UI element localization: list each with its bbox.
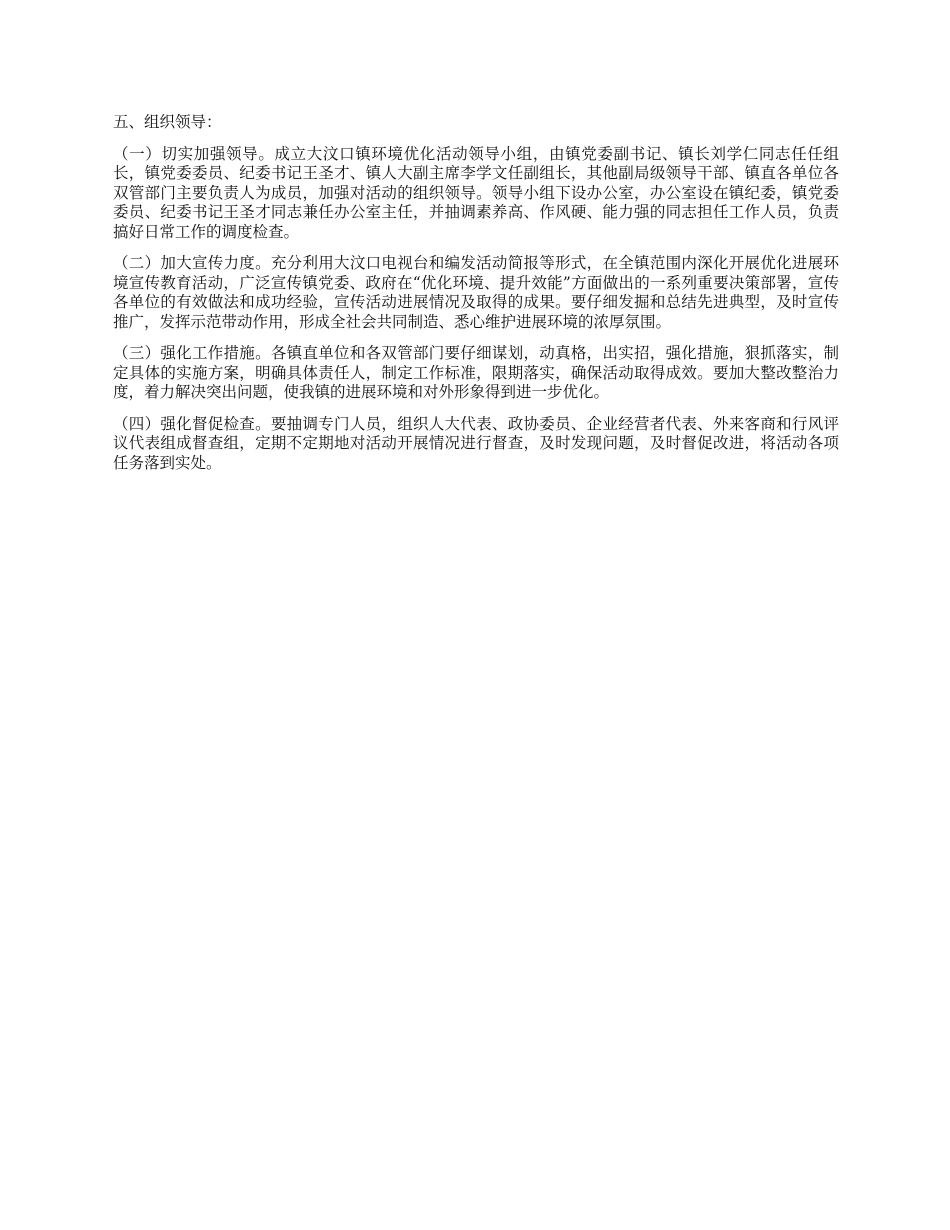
document-body — [113, 113, 839, 485]
paragraph-leadership: （一）切实加强领导。成立大汶口镇环境优化活动领导小组，由镇党委副书记、镇长刘学仁同志任任组长，镇党委委员、纪委书记王圣才、镇人大副主席李学文任副组长，其他副局级领导干部、镇直各单位各双管部门主要负责人为成员，加强对活动的组织领导。领导小组下设办公室，办公室设在镇纪委，镇党委委员、纪委书记王圣才同志兼任办公室主任，并抽调素养高、作风硬、能力强的同志担任工作人员，负责搞好日常工作的调度检查。 — [113, 144, 839, 241]
paragraph-publicity: （二）加大宣传力度。充分利用大汶口电视台和编发活动简报等形式，在全镇范围内深化开展优化进展环境宣传教育活动，广泛宣传镇党委、政府在“优化环境、提升效能”方面做出的一系列重要决策部署，宣传各单位的有效做法和成功经验，宣传活动进展情况及取得的成果。要仔细发掘和总结先进典型，及时宣传推广，发挥示范带动作用，形成全社会共同制造、悉心维护进展环境的浓厚氛围。 — [113, 254, 839, 331]
paragraph-supervision: （四）强化督促检查。要抽调专门人员，组织人大代表、政协委员、企业经营者代表、外来客商和行风评议代表组成督查组，定期不定期地对活动开展情况进行督查，及时发现问题，及时督促改进，将活动各项任务落到实处。 — [113, 414, 839, 472]
paragraph-measures: （三）强化工作措施。各镇直单位和各双管部门要仔细谋划，动真格，出实招，强化措施，狠抓落实，制定具体的实施方案，明确具体责任人，制定工作标准，限期落实，确保活动取得成效。要加大整改整治力度，着力解决突出问题，使我镇的进展环境和对外形象得到进一步优化。 — [113, 344, 839, 401]
section-heading: 五、组织领导： — [113, 113, 222, 131]
